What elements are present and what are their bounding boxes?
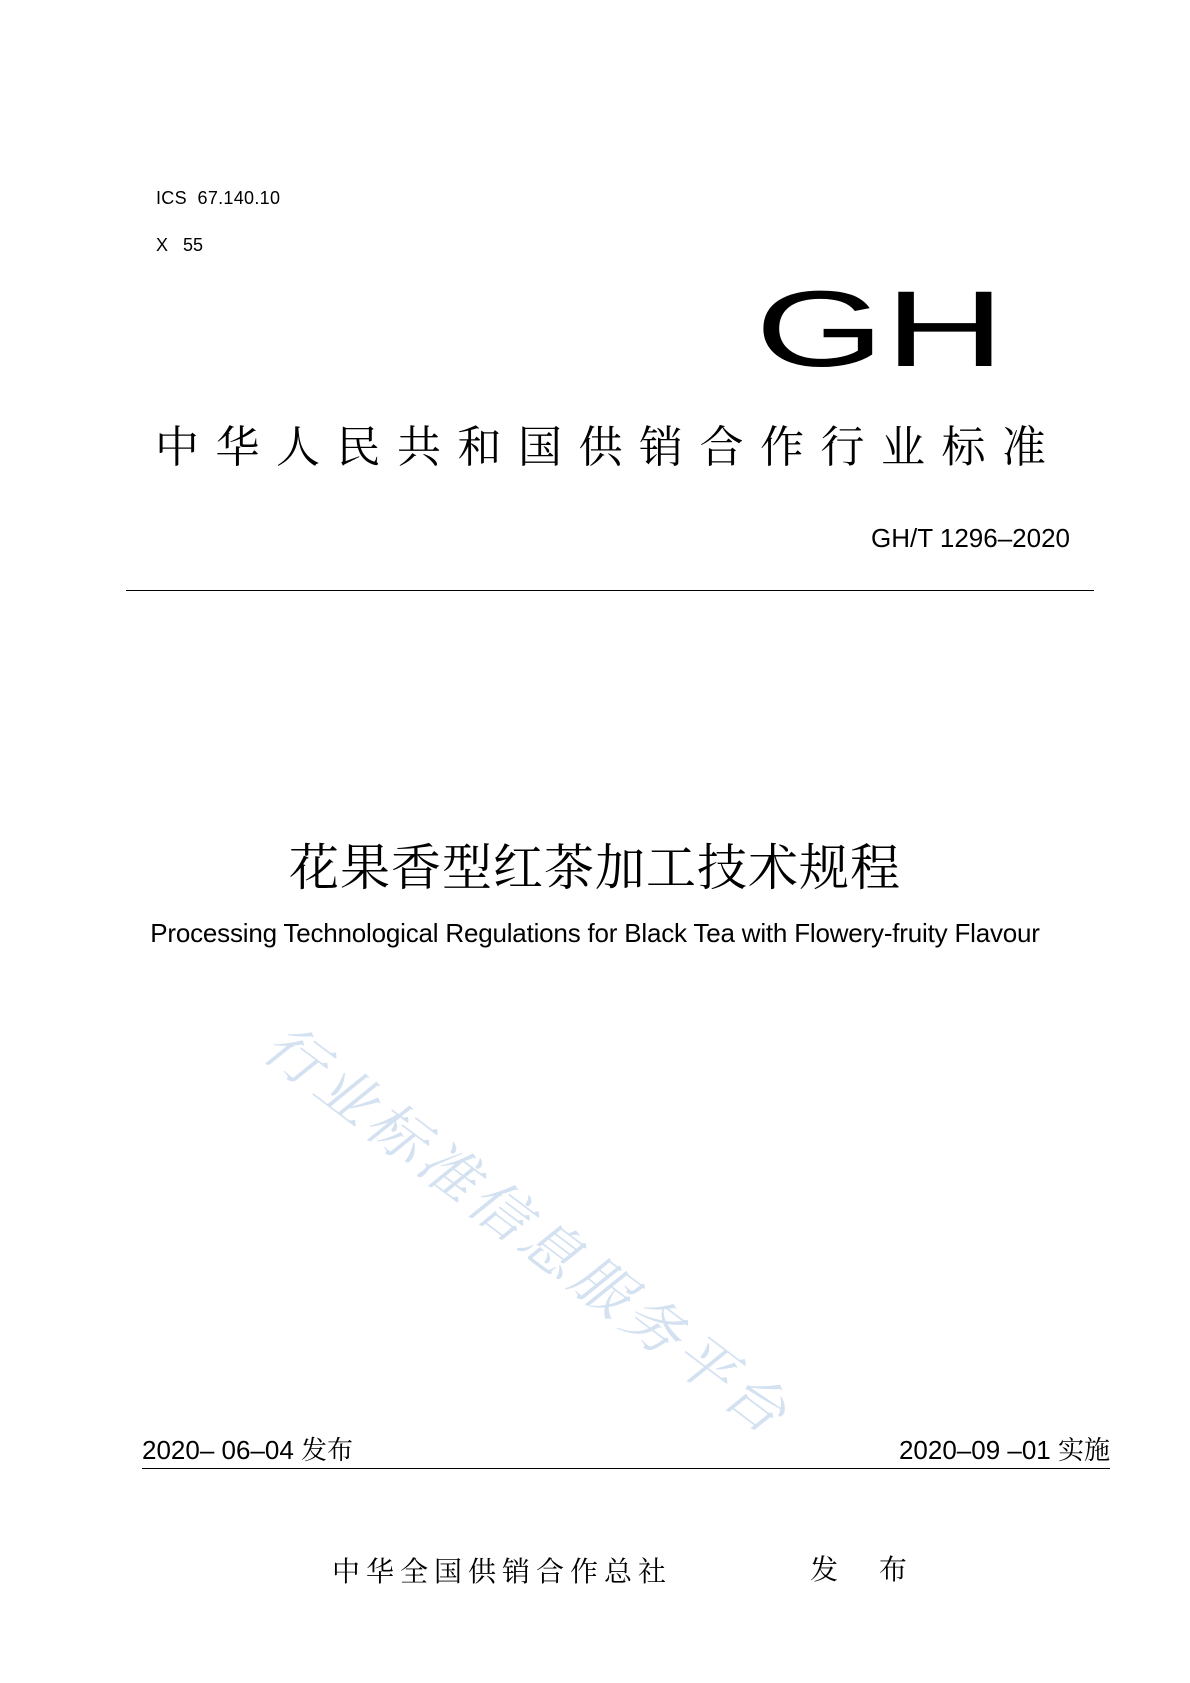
standard-code: GH/T 1296–2020 xyxy=(871,523,1070,553)
classification-code: X 55 xyxy=(156,235,204,255)
issue-date: 2020– 06–04 发布 xyxy=(142,1435,354,1465)
top-divider xyxy=(126,590,1094,591)
issue-label: 发 布 xyxy=(810,1553,923,1586)
ics-code: ICS 67.140.10 xyxy=(156,188,281,208)
gh-logo xyxy=(755,282,1015,382)
gh-logo-text: GH xyxy=(755,282,1005,382)
watermark: 行业标准信息服务平台 xyxy=(251,1010,804,1450)
implementation-date: 2020–09 –01 实施 xyxy=(898,1435,1110,1465)
title-english: Processing Technological Regulations for Black Tea with Flowery-fruity Flavour xyxy=(150,918,1040,948)
standard-category-name: 中华人民共和国供销合作行业标准 xyxy=(155,422,1063,473)
title-chinese: 花果香型红茶加工技术规程 xyxy=(289,839,901,897)
bottom-divider xyxy=(142,1468,1110,1469)
issuing-organization: 中华全国供销合作总社 xyxy=(332,1555,673,1588)
